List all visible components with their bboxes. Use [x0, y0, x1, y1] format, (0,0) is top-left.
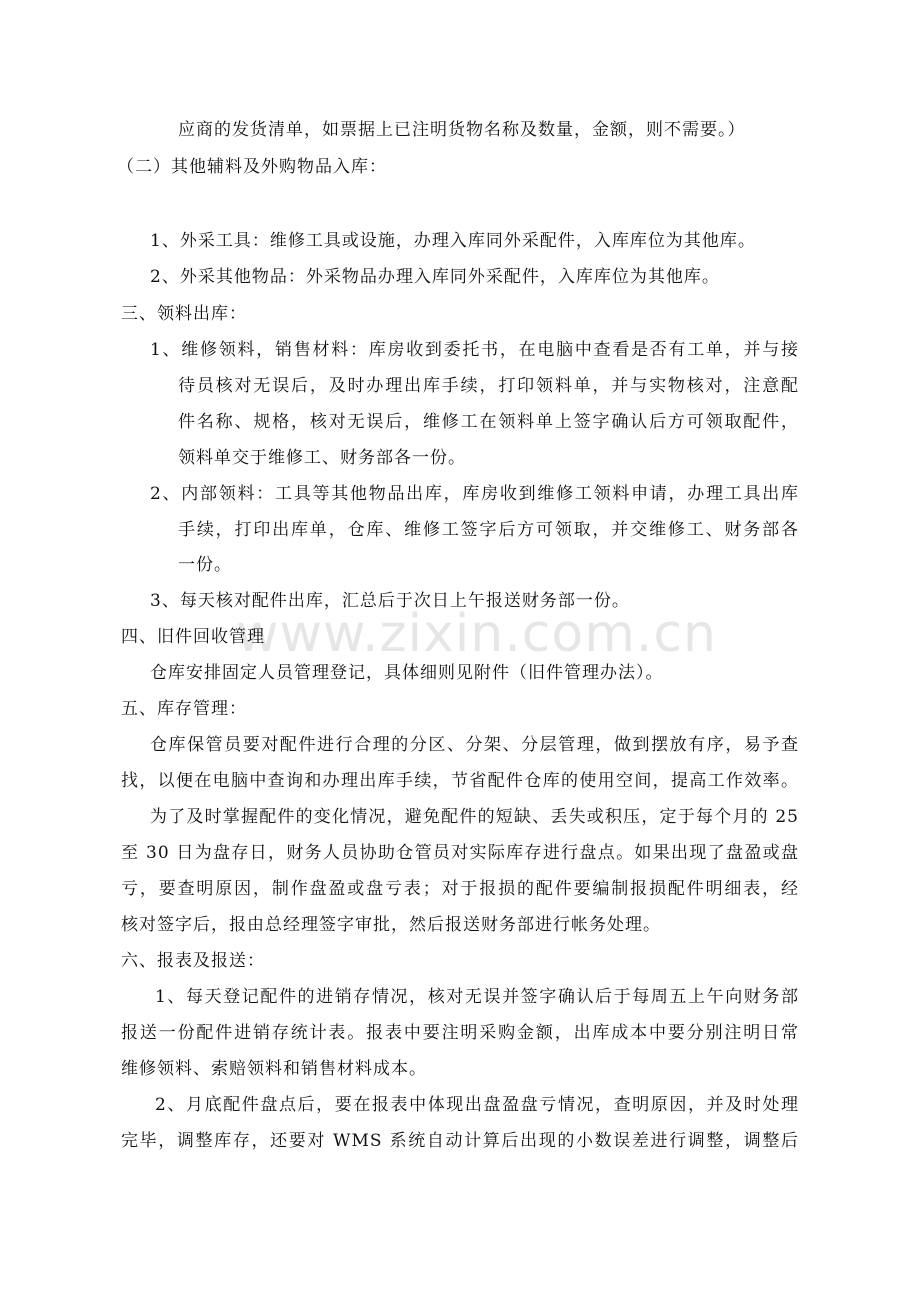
text-line: 仓库安排固定人员管理登记，具体细则见附件（旧件管理办法）。: [150, 663, 664, 683]
text-line: 手续，打印出库单，仓库、维修工签字后方可领取，并交维修工、财务部各: [178, 520, 799, 540]
section-heading: 六、报表及报送：: [121, 951, 265, 971]
section-heading: 四、旧件回收管理: [121, 627, 265, 647]
list-item: 2、内部领料：工具等其他物品出库，库房收到维修工领料申请，办理工具出库: [150, 484, 799, 504]
text-line: 至 30 日为盘存日，财务人员协助仓管员对实际库存进行盘点。如果出现了盘盈或盘: [121, 843, 799, 863]
text-line: 领料单交于维修工、财务部各一份。: [178, 448, 466, 468]
list-item: 2、月底配件盘点后，要在报表中体现出盘盈盘亏情况，查明原因，并及时处理: [155, 1095, 799, 1115]
section-heading: 三、领料出库：: [121, 304, 247, 324]
text-line: 件名称、规格，核对无误后，维修工在领料单上签字确认后方可领取配件，: [178, 412, 799, 432]
list-item: 1、每天登记配件的进销存情况，核对无误并签字确认后于每周五上午向财务部: [155, 987, 799, 1007]
text-line: 亏，要查明原因，制作盘盈或盘亏表；对于报损的配件要编制报损配件明细表，经: [121, 879, 799, 899]
list-item: 2、外采其他物品：外采物品办理入库同外采配件，入库库位为其他库。: [150, 267, 720, 287]
text-line: 应商的发货清单，如票据上已注明货物名称及数量，金额，则不需要。）: [178, 120, 746, 140]
text-line: 核对签字后，报由总经理签字审批，然后报送财务部进行帐务处理。: [121, 915, 661, 935]
section-heading: 五、库存管理：: [121, 699, 247, 719]
text-line: 维修领料、索赔领料和销售材料成本。: [121, 1059, 427, 1079]
list-item: 1、维修领料，销售材料：库房收到委托书，在电脑中查看是否有工单，并与接: [150, 340, 799, 360]
text-line: 报送一份配件进销存统计表。报表中要注明采购金额，出库成本中要分别注明日常: [121, 1023, 799, 1043]
list-item: 3、每天核对配件出库，汇总后于次日上午报送财务部一份。: [150, 591, 630, 611]
section-heading: （二）其他辅料及外购物品入库：: [117, 157, 387, 177]
text-line: 待员核对无误后，及时办理出库手续，打印领料单，并与实物核对，注意配: [178, 376, 799, 396]
text-line: 完毕，调整库存，还要对 WMS 系统自动计算后出现的小数误差进行调整，调整后: [121, 1131, 799, 1151]
text-line: 一份。: [178, 555, 232, 575]
list-item: 1、外采工具：维修工具或设施，办理入库同外采配件，入库库位为其他库。: [150, 231, 756, 251]
watermark: www.zixin.com.cn: [236, 604, 717, 664]
text-line: 为了及时掌握配件的变化情况，避免配件的短缺、丢失或积压，定于每个月的 25: [150, 807, 799, 827]
text-line: 找，以便在电脑中查询和办理出库手续，节省配件仓库的使用空间，提高工作效率。: [121, 771, 799, 791]
text-line: 仓库保管员要对配件进行合理的分区、分架、分层管理，做到摆放有序，易予查: [150, 735, 799, 755]
